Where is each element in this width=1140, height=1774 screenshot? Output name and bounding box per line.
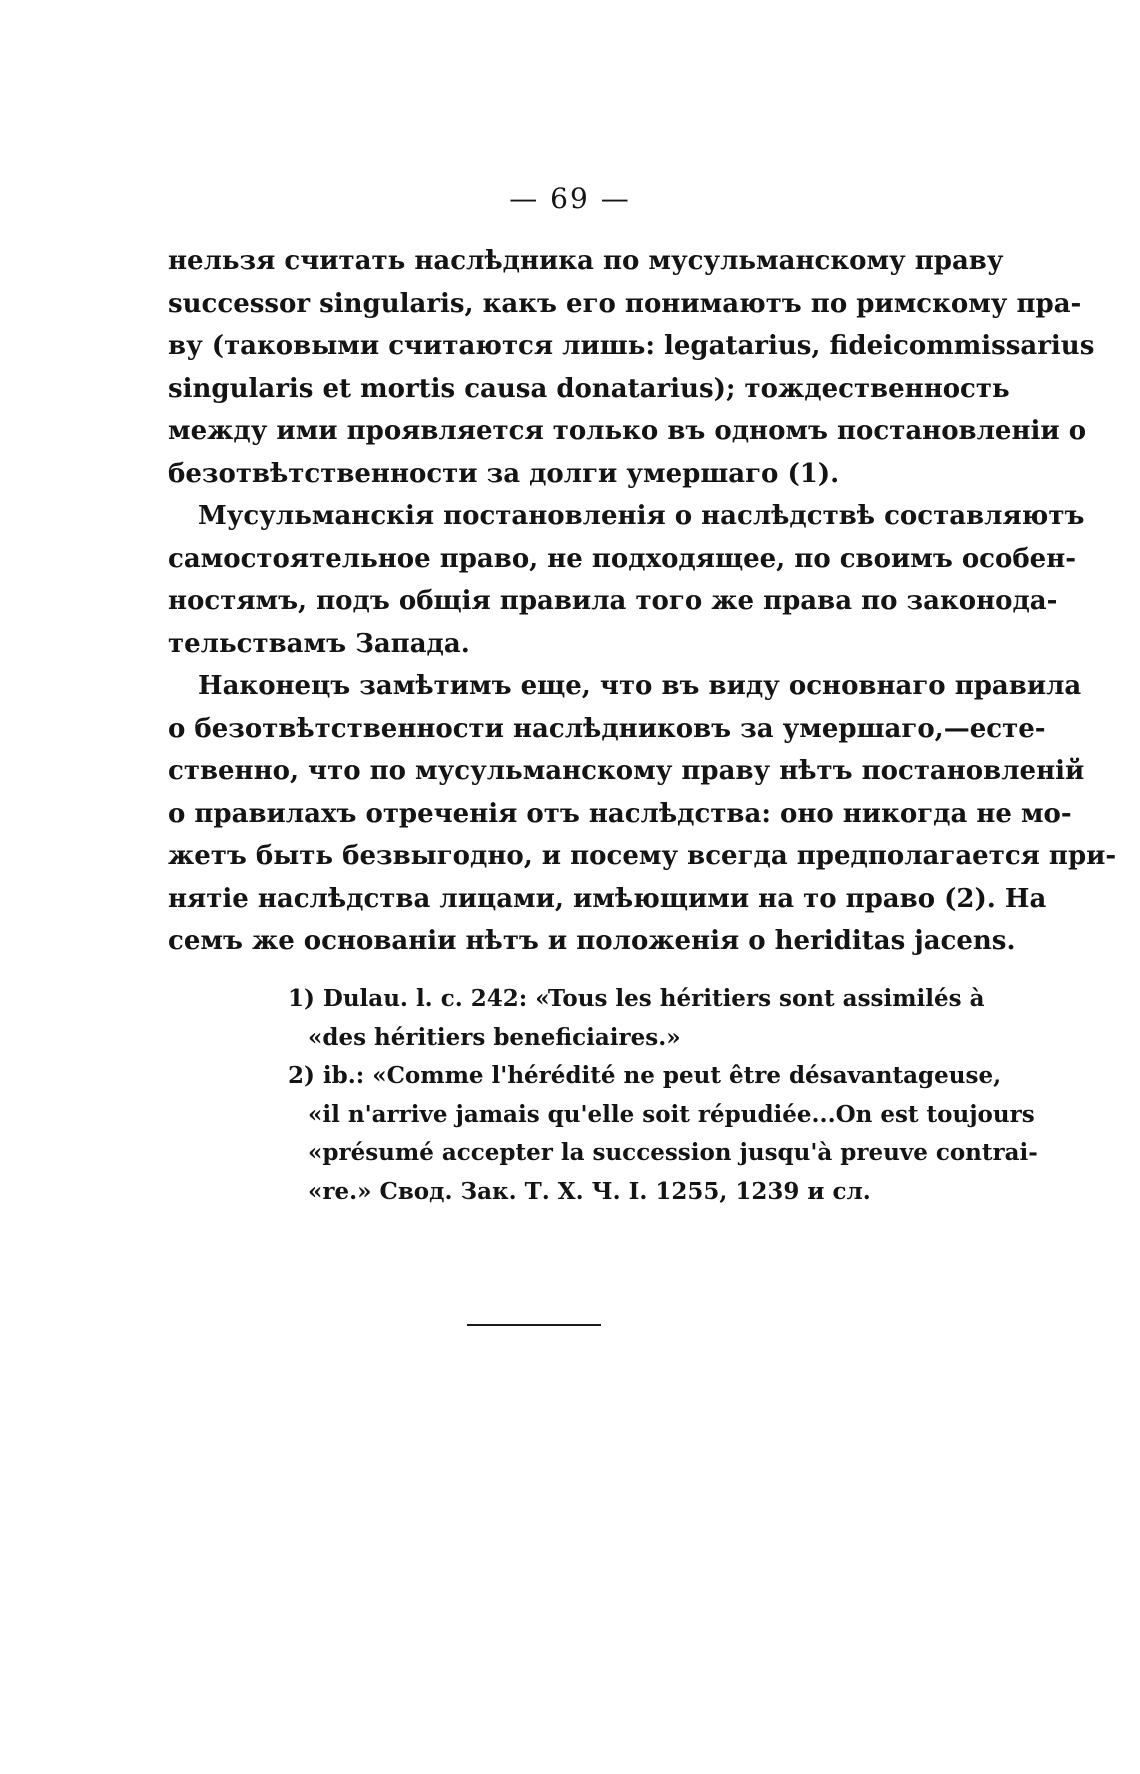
text-line: семъ же основаніи нѣтъ и положенія о heriditas jacens. — [168, 926, 1016, 956]
footnote-2 — [288, 1057, 1038, 1211]
text-line: тельствамъ Запада. — [168, 628, 470, 659]
footnote-1 — [288, 980, 985, 1057]
footnote-line: «présumé accepter la succession jusqu'à preuve contrai- — [308, 1139, 1038, 1166]
text-line: successor singularis, какъ его понимаютъ по римскому пра- — [168, 288, 1082, 319]
paragraph-2 — [168, 495, 1085, 665]
text-line: безотвѣтственности за долги умершаго (1). — [168, 458, 840, 489]
footnotes — [288, 980, 1038, 1211]
page-number: — 69 — — [509, 182, 631, 215]
text-line: нельзя считать наслѣдника по мусульманскому праву — [168, 246, 1004, 276]
body-text — [168, 240, 1117, 963]
footnote-line: «des héritiers beneficiaires.» — [308, 1023, 681, 1051]
footnote-line: «il n'arrive jamais qu'elle soit répudiée...On est toujours — [308, 1100, 1035, 1128]
text-line: самостоятельное право, не подходящее, по своимъ особен- — [168, 543, 1077, 574]
text-line: ву (таковыми считаются лишь: legatarius, fideicommissarius — [168, 331, 1095, 361]
paragraph-3 — [168, 665, 1117, 963]
text-line: ностямъ, подъ общія правила того же права по законода- — [168, 586, 1058, 616]
text-line: между ими проявляется только въ одномъ постановленіи о — [168, 416, 1087, 446]
text-line: жетъ быть безвыгодно, и посему всегда предполагается при- — [168, 841, 1117, 871]
text-line: о безотвѣтственности наслѣдниковъ за умершаго,—есте- — [168, 713, 1046, 744]
text-line: Наконецъ замѣтимъ еще, что въ виду основнаго правила — [198, 671, 1082, 701]
text-line: ственно, что по мусульманскому праву нѣтъ постановленій — [168, 756, 1085, 786]
paragraph-1 — [168, 240, 1095, 495]
footnote-line: 2) ib.: «Comme l'hérédité ne peut être désavantageuse, — [288, 1062, 1002, 1089]
text-line: singularis et mortis causa donatarius); тождественность — [168, 373, 1010, 404]
text-line: Мусульманскія постановленія о наслѣдствѣ составляютъ — [198, 501, 1085, 531]
footnote-line: 1) Dulau. l. c. 242: «Tous les héritiers sont assimilés à — [288, 985, 985, 1012]
text-line: нятіе наслѣдства лицами, имѣющими на то право (2). На — [168, 883, 1047, 914]
text-line: о правилахъ отреченія отъ наслѣдства: оно никогда не мо- — [168, 798, 1072, 829]
footnote-line: «re.» Свод. Зак. Т. X. Ч. I. 1255, 1239 и сл. — [308, 1177, 871, 1205]
end-rule — [467, 1324, 601, 1326]
